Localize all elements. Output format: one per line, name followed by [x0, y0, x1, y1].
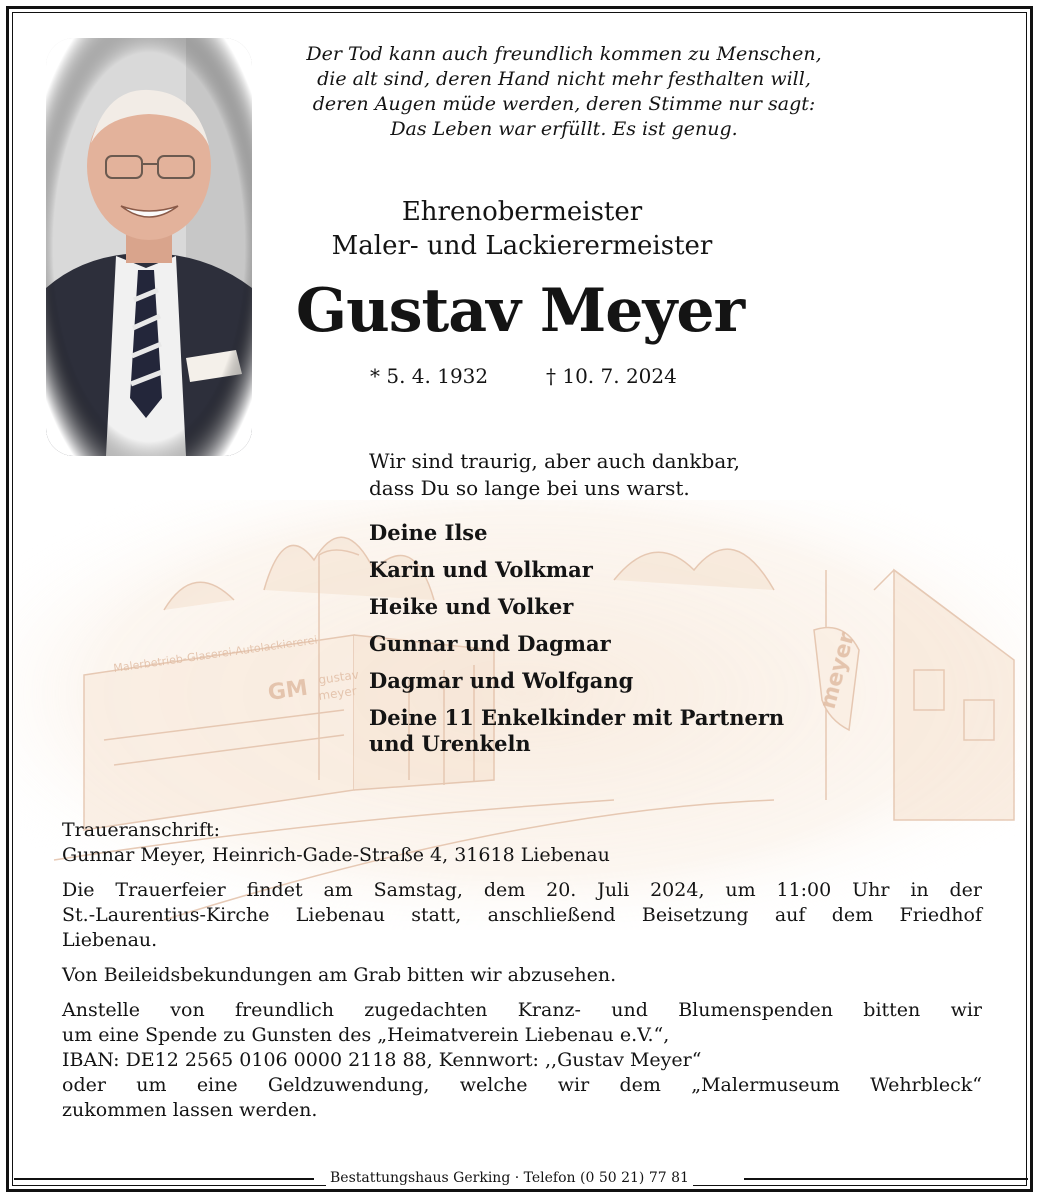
- mourner-line: und Urenkeln: [369, 731, 531, 756]
- mourners-list: [369, 514, 784, 757]
- mourner-line: Deine 11 Enkelkinder mit Partnern: [369, 705, 785, 730]
- poem-line: Der Tod kann auch freundlich kommen zu Menschen,: [306, 43, 822, 65]
- birth-date: * 5. 4. 1932: [370, 364, 489, 388]
- gratitude-text: [369, 448, 740, 502]
- ceremony-line: Die Trauerfeier findet am Samstag, dem 20. Juli 2024, um 11:00 Uhr in der: [62, 879, 982, 901]
- logo-gm-text: GM: [266, 675, 310, 706]
- mourner: Deine Ilse: [369, 520, 488, 545]
- mourning-address: [62, 818, 982, 868]
- flag-text: meyer: [815, 629, 860, 712]
- logo-name-top: gustav: [317, 667, 360, 687]
- mourner: Gunnar und Dagmar: [369, 631, 611, 656]
- gratitude-line: dass Du so lange bei uns warst.: [369, 476, 690, 500]
- deceased-name: Gustav Meyer: [295, 276, 745, 346]
- donation-info: [62, 998, 982, 1123]
- death-date: † 10. 7. 2024: [546, 364, 677, 388]
- donation-line: um eine Spende zu Gunsten des „Heimatverein Liebenau e.V.“,: [62, 1024, 670, 1046]
- poem-line: deren Augen müde werden, deren Stimme nur sagt:: [312, 93, 816, 115]
- honorary-titles: [252, 195, 792, 263]
- ceremony-line: St.-Laurentius-Kirche Liebenau statt, anschließend Beisetzung auf dem Friedhof: [62, 904, 982, 926]
- funeral-home-contact: Bestattungshaus Gerking · Telefon (0 50 21) 77 81: [326, 1168, 693, 1188]
- footer-rule-right: [744, 1178, 1028, 1180]
- donation-line: oder um eine Geldzuwendung, welche wir dem „Malermuseum Wehrbleck“: [62, 1074, 982, 1096]
- mourner: Heike und Volker: [369, 594, 574, 619]
- ceremony-info: [62, 878, 982, 953]
- gratitude-line: Wir sind traurig, aber auch dankbar,: [369, 449, 740, 473]
- condolence-note: Von Beileidsbekundungen am Grab bitten wir abzusehen.: [62, 964, 617, 986]
- notice-details: [62, 818, 982, 1133]
- footer: [14, 1168, 1028, 1188]
- address-label: Traueranschrift:: [62, 819, 221, 841]
- mourner: Dagmar und Wolfgang: [369, 668, 634, 693]
- mourner-grandchildren: [369, 705, 784, 757]
- title-line: Ehrenobermeister: [401, 197, 643, 227]
- mourner: Karin und Volkmar: [369, 557, 593, 582]
- address-line: Gunnar Meyer, Heinrich-Gade-Straße 4, 31618 Liebenau: [62, 844, 610, 866]
- footer-rule-left: [14, 1178, 314, 1180]
- poem: [264, 42, 864, 142]
- donation-line: IBAN: DE12 2565 0106 0000 2118 88, Kennwort: ,,Gustav Meyer“: [62, 1049, 702, 1071]
- building-sign-text: Malerbetrieb-Glaserei-Autolackiererei: [112, 633, 319, 675]
- donation-line: zukommen lassen werden.: [62, 1099, 318, 1121]
- donation-line: Anstelle von freundlich zugedachten Kranz- und Blumenspenden bitten wir: [62, 999, 982, 1021]
- logo-name-bottom: meyer: [317, 683, 358, 703]
- ceremony-line: Liebenau.: [62, 929, 158, 951]
- title-line: Maler- und Lackierermeister: [331, 231, 713, 261]
- poem-line: Das Leben war erfüllt. Es ist genug.: [390, 118, 738, 140]
- poem-line: die alt sind, deren Hand nicht mehr festhalten will,: [317, 68, 811, 90]
- portrait-photo: [46, 38, 252, 456]
